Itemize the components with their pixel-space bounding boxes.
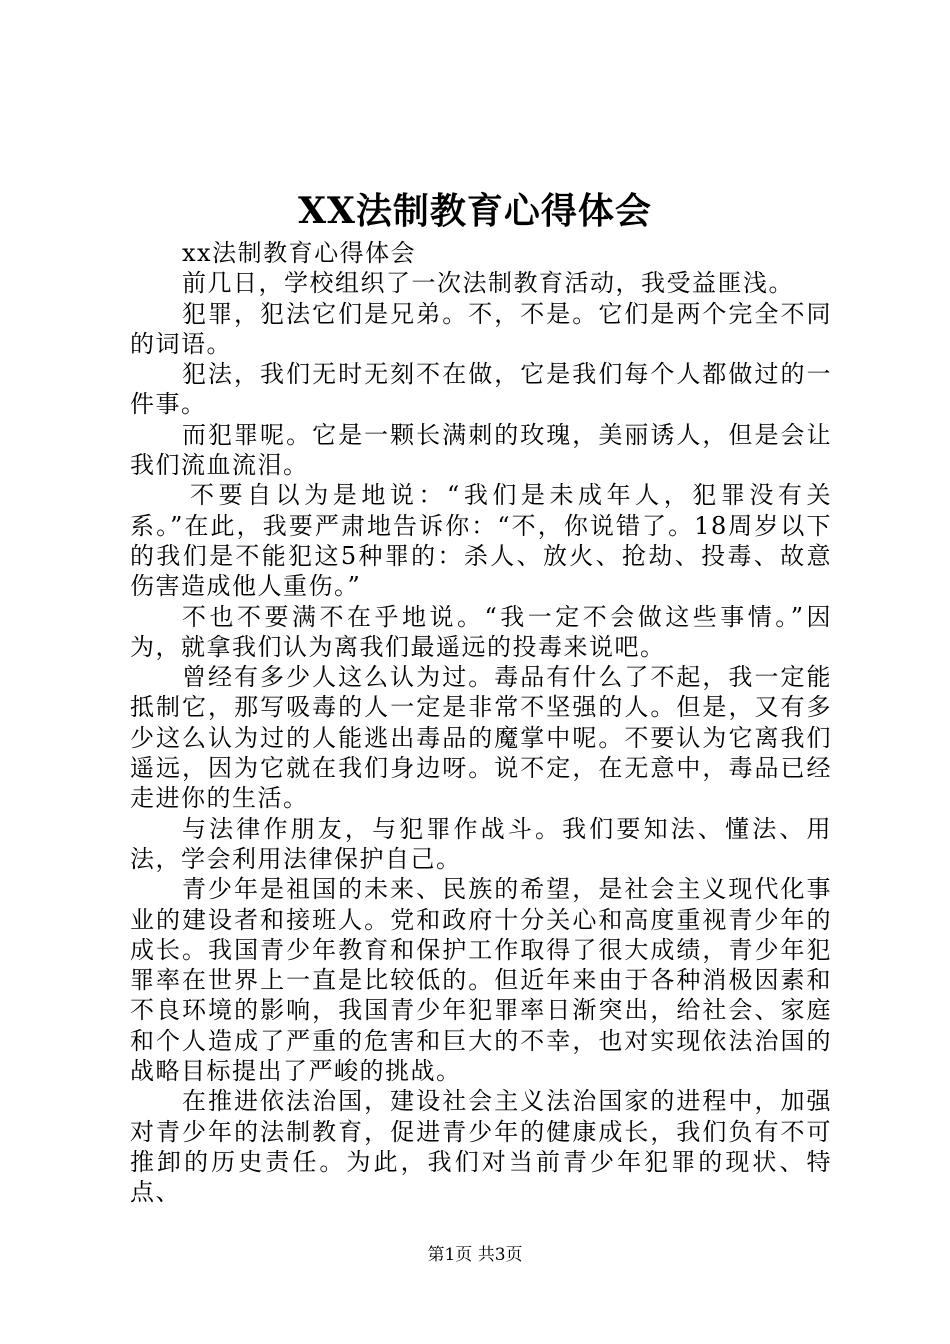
document-body (130, 238, 832, 1208)
paragraph: 曾经有多少人这么认为过。毒品有什么了不起，我一定能抵制它，那写吸毒的人一定是非常不坚强的人。但是，又有多少这么认为过的人能逃出毒品的魔掌中呢。不要认为它离我们遥远，因为它就在我们身边呀。说不定，在无意中，毒品已经走进你的生活。 (130, 663, 832, 813)
paragraph: 而犯罪呢。它是一颗长满刺的玫瑰，美丽诱人，但是会让我们流血流泪。 (130, 420, 832, 480)
paragraph-subtitle: xx法制教育心得体会 (182, 239, 417, 267)
paragraph: 在推进依法治国，建设社会主义法治国家的进程中，加强对青少年的法制教育，促进青少年的健康成长，我们负有不可推卸的历史责任。为此，我们对当前青少年犯罪的现状、特点、 (130, 1087, 832, 1207)
paragraph: 不也不要满不在乎地说。“我一定不会做这些事情。”因为，就拿我们认为离我们最遥远的投毒来说吧。 (130, 602, 832, 661)
paragraph: 不要自以为是地说：“我们是未成年人，犯罪没有关系。”在此，我要严肃地告诉你：“不，你说错了。18周岁以下的我们是不能犯这5种罪的：杀人、放火、抢劫、投毒、故意伤害造成他人重伤。” (130, 481, 832, 601)
paragraph: 与法律作朋友，与犯罪作战斗。我们要知法、懂法、用法，学会利用法律保护自己。 (130, 814, 832, 873)
page-title: XX法制教育心得体会 (298, 190, 652, 232)
paragraph: 青少年是祖国的未来、民族的希望，是社会主义现代化事业的建设者和接班人。党和政府十分关心和高度重视青少年的成长。我国青少年教育和保护工作取得了很大成绩，青少年犯罪率在世界上一直是比较低的。但近年来由于各种消极因素和不良环境的影响，我国青少年犯罪率日渐突出，给社会、家庭和个人造成了严重的危害和巨大的不幸，也对实现依法治国的战略目标提出了严峻的挑战。 (130, 875, 832, 1086)
paragraph: 犯罪，犯法它们是兄弟。不，不是。它们是两个完全不同的词语。 (130, 299, 832, 358)
paragraph: 前几日，学校组织了一次法制教育活动，我受益匪浅。 (182, 269, 794, 298)
page-footer: 第1页 共3页 (427, 1245, 523, 1265)
paragraph: 犯法，我们无时无刻不在做，它是我们每个人都做过的一件事。 (130, 360, 832, 419)
